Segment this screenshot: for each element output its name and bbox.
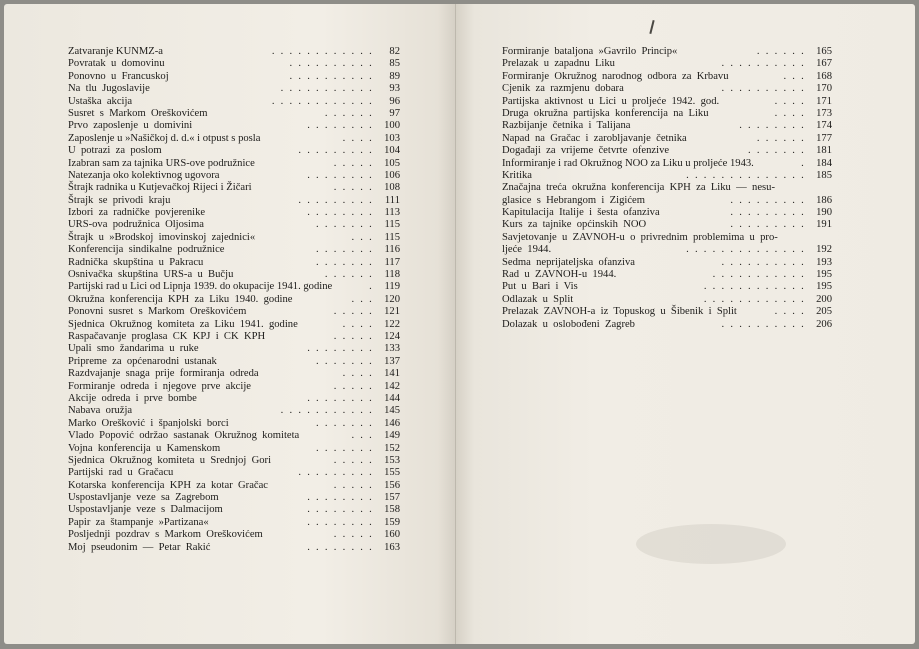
toc-entry-title: Kritika — [502, 169, 533, 181]
toc-page-number: 170 — [816, 83, 832, 95]
toc-dot-leader: ........... — [280, 83, 378, 95]
toc-entry-title: Izbori za radničke povjerenike — [68, 207, 206, 219]
toc-page-number: 82 — [389, 46, 400, 57]
toc-entry — [68, 281, 400, 293]
toc-entry-title: Savjetovanje u ZAVNOH-u o privrednim problemima u pro- — [502, 231, 778, 243]
toc-dot-leader: ......... — [298, 194, 378, 206]
toc-dot-leader: ..... — [333, 306, 378, 318]
toc-entry — [68, 244, 400, 256]
toc-page-number: 181 — [816, 145, 832, 157]
toc-entry-title: Okružna konferencija KPH za Liku 1940. godine — [68, 293, 293, 305]
toc-entry-title: Napad na Gračac i zarobljavanje četnika — [502, 132, 687, 144]
toc-entry-title: Radnička skupština u Pakracu — [68, 256, 204, 268]
toc-entry — [68, 480, 400, 492]
toc-entry-title: Uspostavljanje veze sa Zagrebom — [68, 492, 219, 504]
toc-dot-leader: ...... — [756, 132, 810, 144]
toc-entry-title: Ponovni susret s Markom Oreškovićem — [68, 306, 247, 318]
toc-entry — [502, 158, 832, 170]
toc-entry — [68, 430, 400, 442]
toc-entry — [502, 46, 832, 58]
toc-page-number: 145 — [384, 405, 400, 417]
toc-page-number: 192 — [816, 244, 832, 256]
toc-dot-leader: ... — [351, 430, 378, 442]
toc-page-number: 191 — [816, 219, 832, 231]
toc-dot-leader: .... — [342, 318, 378, 330]
toc-entry-title: Posljednji pozdrav s Markom Oreškovićem — [68, 529, 263, 541]
toc-page-number: 133 — [384, 343, 400, 355]
toc-entry-title: Odlazak u Split — [502, 293, 574, 305]
toc-entry — [502, 319, 832, 331]
toc-dot-leader: ..... — [333, 479, 378, 491]
toc-page-number: 144 — [384, 392, 400, 404]
toc-dot-leader: ..... — [333, 529, 378, 541]
toc-page-number: 141 — [384, 368, 400, 380]
toc-page-number: 118 — [384, 269, 400, 281]
toc-entry-title: Osnivačka skupština URS-a u Bučju — [68, 269, 234, 281]
toc-entry-title: Formiranje bataljona »Gavrilo Princip« — [502, 46, 678, 57]
toc-dot-leader: ...... — [324, 269, 378, 281]
toc-entry-title: Dolazak u oslobođeni Zagreb — [502, 318, 635, 330]
toc-dot-leader: ......... — [298, 145, 378, 157]
toc-entry — [502, 294, 832, 306]
toc-page-number: 205 — [816, 306, 832, 318]
toc-entry-title: Raspačavanje proglasa CK KPJ i CK KPH — [68, 330, 266, 342]
toc-entry — [502, 96, 832, 108]
toc-dot-leader: .......... — [721, 318, 810, 330]
toc-entry — [502, 58, 832, 70]
toc-dot-leader: ..... — [333, 454, 378, 466]
toc-entry — [68, 269, 400, 281]
toc-page-number: 146 — [384, 417, 400, 429]
toc-entry — [68, 182, 400, 194]
toc-page-number: 142 — [384, 380, 400, 392]
toc-entry — [502, 170, 832, 182]
toc-entry — [68, 207, 400, 219]
toc-page-number: 168 — [816, 70, 832, 82]
toc-page-number: 165 — [816, 46, 832, 57]
toc-entry-title: Prvo zaposlenje u domivini — [68, 120, 193, 132]
toc-entry-title: Sjednica Okružnog komiteta u Srednjoj Gori — [68, 454, 272, 466]
toc-page-number: 159 — [384, 516, 400, 528]
toc-dot-leader: .......... — [289, 58, 378, 70]
toc-entry — [502, 269, 832, 281]
toc-page-number: 121 — [384, 306, 400, 318]
toc-dot-leader: ....... — [316, 244, 378, 256]
toc-entry-title: Upali smo žandarima u ruke — [68, 343, 199, 355]
toc-dot-leader: ............ — [703, 281, 810, 293]
toc-entry — [68, 331, 400, 343]
toc-dot-leader: ......... — [298, 467, 378, 479]
toc-entry — [68, 418, 400, 430]
toc-entry — [68, 257, 400, 269]
toc-dot-leader: ............ — [271, 95, 378, 107]
toc-page-number: 111 — [384, 194, 400, 206]
toc-dot-leader: . — [801, 157, 810, 169]
toc-entry-title: URS-ova podružnica Oljosima — [68, 219, 204, 231]
toc-page-number: 122 — [384, 318, 400, 330]
toc-page-number: 152 — [384, 442, 400, 454]
toc-entry — [68, 145, 400, 157]
toc-dot-leader: ........ — [307, 392, 378, 404]
toc-page-number: 184 — [816, 157, 832, 169]
toc-entry-title: Izabran sam za tajnika URS-ove podružnice — [68, 157, 255, 169]
toc-entry — [502, 257, 832, 269]
toc-entry — [68, 306, 400, 318]
toc-page-number: 119 — [384, 281, 400, 293]
toc-entry-title: Rad u ZAVNOH-u 1944. — [502, 269, 617, 281]
toc-page-number: 173 — [816, 107, 832, 119]
toc-dot-leader: .............. — [686, 244, 810, 256]
toc-entry — [502, 108, 832, 120]
toc-entry — [502, 145, 832, 157]
toc-dot-leader: .... — [342, 132, 378, 144]
toc-entry-title: Papir za štampanje »Partizana« — [68, 516, 209, 528]
toc-entry-title: Akcije odreda i prve bombe — [68, 392, 197, 404]
toc-page-number: 195 — [816, 269, 832, 281]
toc-entry-title: Cjenik za razmjenu dobara — [502, 83, 624, 95]
toc-page-number: 167 — [816, 58, 832, 70]
toc-dot-leader: ......... — [730, 207, 810, 219]
toc-page-number: 105 — [384, 157, 400, 169]
toc-dot-leader: ...... — [324, 107, 378, 119]
toc-dot-leader: ... — [351, 293, 378, 305]
toc-entry-title: Kurs za tajnike općinskih NOO — [502, 219, 647, 231]
toc-entry-title: Razbijanje četnika i Talijana — [502, 120, 631, 132]
toc-entry — [68, 195, 400, 207]
toc-page-number: 195 — [816, 281, 832, 293]
toc-entry-title: Nabava oružja — [68, 405, 133, 417]
toc-entry — [502, 281, 832, 293]
toc-page-number: 124 — [384, 330, 400, 342]
toc-dot-leader: .............. — [686, 169, 810, 181]
toc-dot-leader: .... — [774, 306, 810, 318]
toc-dot-leader: ..... — [333, 330, 378, 342]
toc-dot-leader: ....... — [316, 442, 378, 454]
toc-entry — [502, 306, 832, 318]
toc-entry-title: Zatvaranje KUNMZ-a — [68, 46, 164, 57]
toc-entry-title: Ponovno u Francuskoj — [68, 70, 169, 82]
toc-entry — [502, 232, 832, 257]
toc-page-number: 113 — [384, 207, 400, 219]
toc-page-number: 96 — [389, 95, 400, 107]
toc-page-number: 155 — [384, 467, 400, 479]
toc-entry-title: Povratak u domovinu — [68, 58, 165, 70]
toc-entry-title: Na tlu Jugoslavije — [68, 83, 150, 95]
toc-entry-title: Štrajk se privodi kraju — [68, 194, 171, 206]
toc-page-number: 116 — [384, 244, 400, 256]
toc-entry — [68, 83, 400, 95]
toc-page-number: 89 — [389, 70, 400, 82]
toc-dot-leader: ........ — [307, 169, 378, 181]
toc-entry — [68, 319, 400, 331]
toc-page-number: 174 — [816, 120, 832, 132]
toc-page-number: 115 — [384, 231, 400, 243]
toc-entry-title: Kapitulacija Italije i šesta ofanziva — [502, 207, 660, 219]
toc-page-number: 137 — [384, 355, 400, 367]
toc-entry — [68, 467, 400, 479]
toc-dot-leader: ...... — [756, 46, 810, 57]
toc-entry — [68, 294, 400, 306]
toc-entry-title: Prelazak u zapadnu Liku — [502, 58, 615, 70]
toc-entry-title: Marko Orešković i španjolski borci — [68, 417, 229, 429]
toc-page-number: 115 — [384, 219, 400, 231]
toc-page-number: 171 — [816, 95, 832, 107]
toc-entry-title-continued: ljeće 1944. — [502, 244, 552, 256]
toc-entry — [68, 219, 400, 231]
toc-entry — [68, 71, 400, 83]
toc-entry-title: Partijska aktivnost u Lici u proljeće 1942. god. — [502, 95, 720, 107]
toc-entry — [68, 393, 400, 405]
toc-page-number: 153 — [384, 454, 400, 466]
toc-entry-title: Štrajk radnika u Kutjevačkoj Rijeci i Žičari — [68, 182, 252, 194]
toc-entry — [68, 58, 400, 70]
toc-entry — [68, 356, 400, 368]
toc-page-number: 106 — [384, 169, 400, 181]
toc-entry-title: Sjednica Okružnog komiteta za Liku 1941. godine — [68, 318, 298, 330]
toc-dot-leader: .... — [342, 368, 378, 380]
toc-entry-title: Druga okružna partijska konferencija na Liku — [502, 107, 709, 119]
toc-page-number: 158 — [384, 504, 400, 516]
toc-dot-leader: .......... — [721, 58, 810, 70]
toc-dot-leader: .......... — [721, 256, 810, 268]
toc-dot-leader: .... — [774, 95, 810, 107]
toc-entry — [502, 133, 832, 145]
toc-entry-title: Konferencija sindikalne podružnice — [68, 244, 225, 256]
toc-page-number: 120 — [384, 293, 400, 305]
toc-page-number: 186 — [816, 194, 832, 206]
toc-dot-leader: ....... — [316, 256, 378, 268]
toc-entry-title: Informiranje i rad Okružnog NOO za Liku u proljeće 1943. — [502, 157, 754, 169]
toc-dot-leader: ......... — [730, 194, 810, 206]
toc-entry-title: Partijski rad u Lici od Lipnja 1939. do okupacije 1941. godine — [68, 281, 333, 293]
toc-entry-title: Susret s Markom Oreškovićem — [68, 107, 208, 119]
toc-entry-title: Značajna treća okružna konferencija KPH za Liku — nesu- — [502, 182, 775, 194]
toc-dot-leader: ..... — [333, 157, 378, 169]
toc-entry — [68, 120, 400, 132]
toc-dot-leader: ............ — [271, 46, 378, 57]
toc-dot-leader: ........ — [307, 120, 378, 132]
toc-entry — [68, 443, 400, 455]
toc-page-number: 193 — [816, 256, 832, 268]
toc-list-left — [68, 46, 400, 554]
toc-dot-leader: ........ — [307, 541, 378, 553]
toc-entry — [68, 158, 400, 170]
toc-entry-title: Formiranje Okružnog narodnog odbora za Krbavu — [502, 70, 729, 82]
toc-entry-title: Partijski rad u Gračacu — [68, 467, 174, 479]
toc-dot-leader: ....... — [316, 355, 378, 367]
toc-entry — [68, 529, 400, 541]
toc-entry — [502, 182, 832, 207]
toc-page-number: 85 — [389, 58, 400, 70]
toc-entry-title: Razdvajanje snaga prije formiranja odreda — [68, 368, 259, 380]
toc-page-number: 156 — [384, 479, 400, 491]
toc-page-number: 185 — [816, 169, 832, 181]
toc-dot-leader: ....... — [316, 219, 378, 231]
toc-page-number: 206 — [816, 318, 832, 330]
toc-entry-title: Formiranje odreda i njegove prve akcije — [68, 380, 251, 392]
toc-entry — [68, 343, 400, 355]
toc-dot-leader: ........ — [307, 504, 378, 516]
toc-dot-leader: .... — [774, 107, 810, 119]
toc-entry — [68, 504, 400, 516]
toc-entry — [68, 96, 400, 108]
toc-dot-leader: ........ — [307, 492, 378, 504]
toc-entry — [68, 368, 400, 380]
toc-dot-leader: .......... — [721, 83, 810, 95]
toc-entry — [68, 542, 400, 554]
toc-entry-title: Vojna konferencija u Kamenskom — [68, 442, 221, 454]
toc-entry-title: Vlado Popović održao sastanak Okružnog komiteta — [68, 430, 300, 442]
toc-dot-leader: ........... — [712, 269, 810, 281]
toc-entry — [68, 232, 400, 244]
toc-page-number: 160 — [384, 529, 400, 541]
toc-entry — [68, 133, 400, 145]
toc-page-number: 117 — [384, 256, 400, 268]
toc-entry — [502, 71, 832, 83]
toc-entry-title: Pripreme za općenarodni ustanak — [68, 355, 217, 367]
toc-page-number: 108 — [384, 182, 400, 194]
toc-dot-leader: ........ — [307, 207, 378, 219]
toc-dot-leader: ........... — [280, 405, 378, 417]
toc-entry — [68, 46, 400, 58]
toc-entry — [502, 219, 832, 231]
toc-entry — [502, 120, 832, 132]
toc-entry-title: U potrazi za poslom — [68, 145, 162, 157]
toc-entry-title: Put u Bari i Vis — [502, 281, 578, 293]
toc-page-number: 100 — [384, 120, 400, 132]
toc-entry-title: Uspostavljanje veze s Dalmacijom — [68, 504, 223, 516]
toc-entry — [502, 83, 832, 95]
toc-entry-title: Ustaška akcija — [68, 95, 133, 107]
toc-page-number: 93 — [389, 83, 400, 95]
toc-entry — [68, 170, 400, 182]
toc-dot-leader: ... — [783, 70, 810, 82]
toc-entry — [68, 381, 400, 393]
toc-dot-leader: ... — [351, 231, 378, 243]
toc-dot-leader: .......... — [289, 70, 378, 82]
toc-dot-leader: ............ — [703, 293, 810, 305]
toc-entry-title: Prelazak ZAVNOH-a iz Topuskog u Šibenik i Split — [502, 306, 737, 318]
toc-entry — [68, 517, 400, 529]
toc-dot-leader: ........ — [739, 120, 810, 132]
toc-entry — [502, 207, 832, 219]
toc-entry — [68, 492, 400, 504]
toc-entry-title: Kotarska konferencija KPH za kotar Gračac — [68, 479, 269, 491]
toc-list-right — [502, 46, 832, 331]
toc-dot-leader: . — [369, 281, 378, 293]
toc-entry-title: Sedma neprijateljska ofanziva — [502, 256, 635, 268]
toc-entry-title: Štrajk u »Brodskoj imovinskoj zajednici« — [68, 231, 256, 243]
toc-page-number: 103 — [384, 132, 400, 144]
toc-entry-title: Natezanja oko kolektivnog ugovora — [68, 169, 220, 181]
toc-page-number: 104 — [384, 145, 400, 157]
toc-page-number: 177 — [816, 132, 832, 144]
toc-dot-leader: ....... — [316, 417, 378, 429]
toc-entry — [68, 108, 400, 120]
toc-entry-title: Događaji za vrijeme četvrte ofenzive — [502, 145, 670, 157]
toc-page-number: 163 — [384, 541, 400, 553]
toc-page-number: 97 — [389, 107, 400, 119]
toc-dot-leader: ........ — [307, 516, 378, 528]
toc-page-number: 190 — [816, 207, 832, 219]
toc-page-number: 149 — [384, 430, 400, 442]
toc-dot-leader: ..... — [333, 182, 378, 194]
toc-entry-title: Zaposlenje u »Našičkoj d. d.« i otpust s posla — [68, 132, 261, 144]
toc-entry-title: Moj pseudonim — Petar Rakić — [68, 541, 211, 553]
toc-entry-title-continued: glasice s Hebrangom i Zigićem — [502, 194, 645, 206]
toc-dot-leader: ......... — [730, 219, 810, 231]
toc-page-number: 157 — [384, 492, 400, 504]
toc-page-number: 200 — [816, 293, 832, 305]
toc-dot-leader: ..... — [333, 380, 378, 392]
toc-entry — [68, 455, 400, 467]
toc-entry — [68, 405, 400, 417]
toc-dot-leader: ....... — [748, 145, 810, 157]
toc-dot-leader: ........ — [307, 343, 378, 355]
